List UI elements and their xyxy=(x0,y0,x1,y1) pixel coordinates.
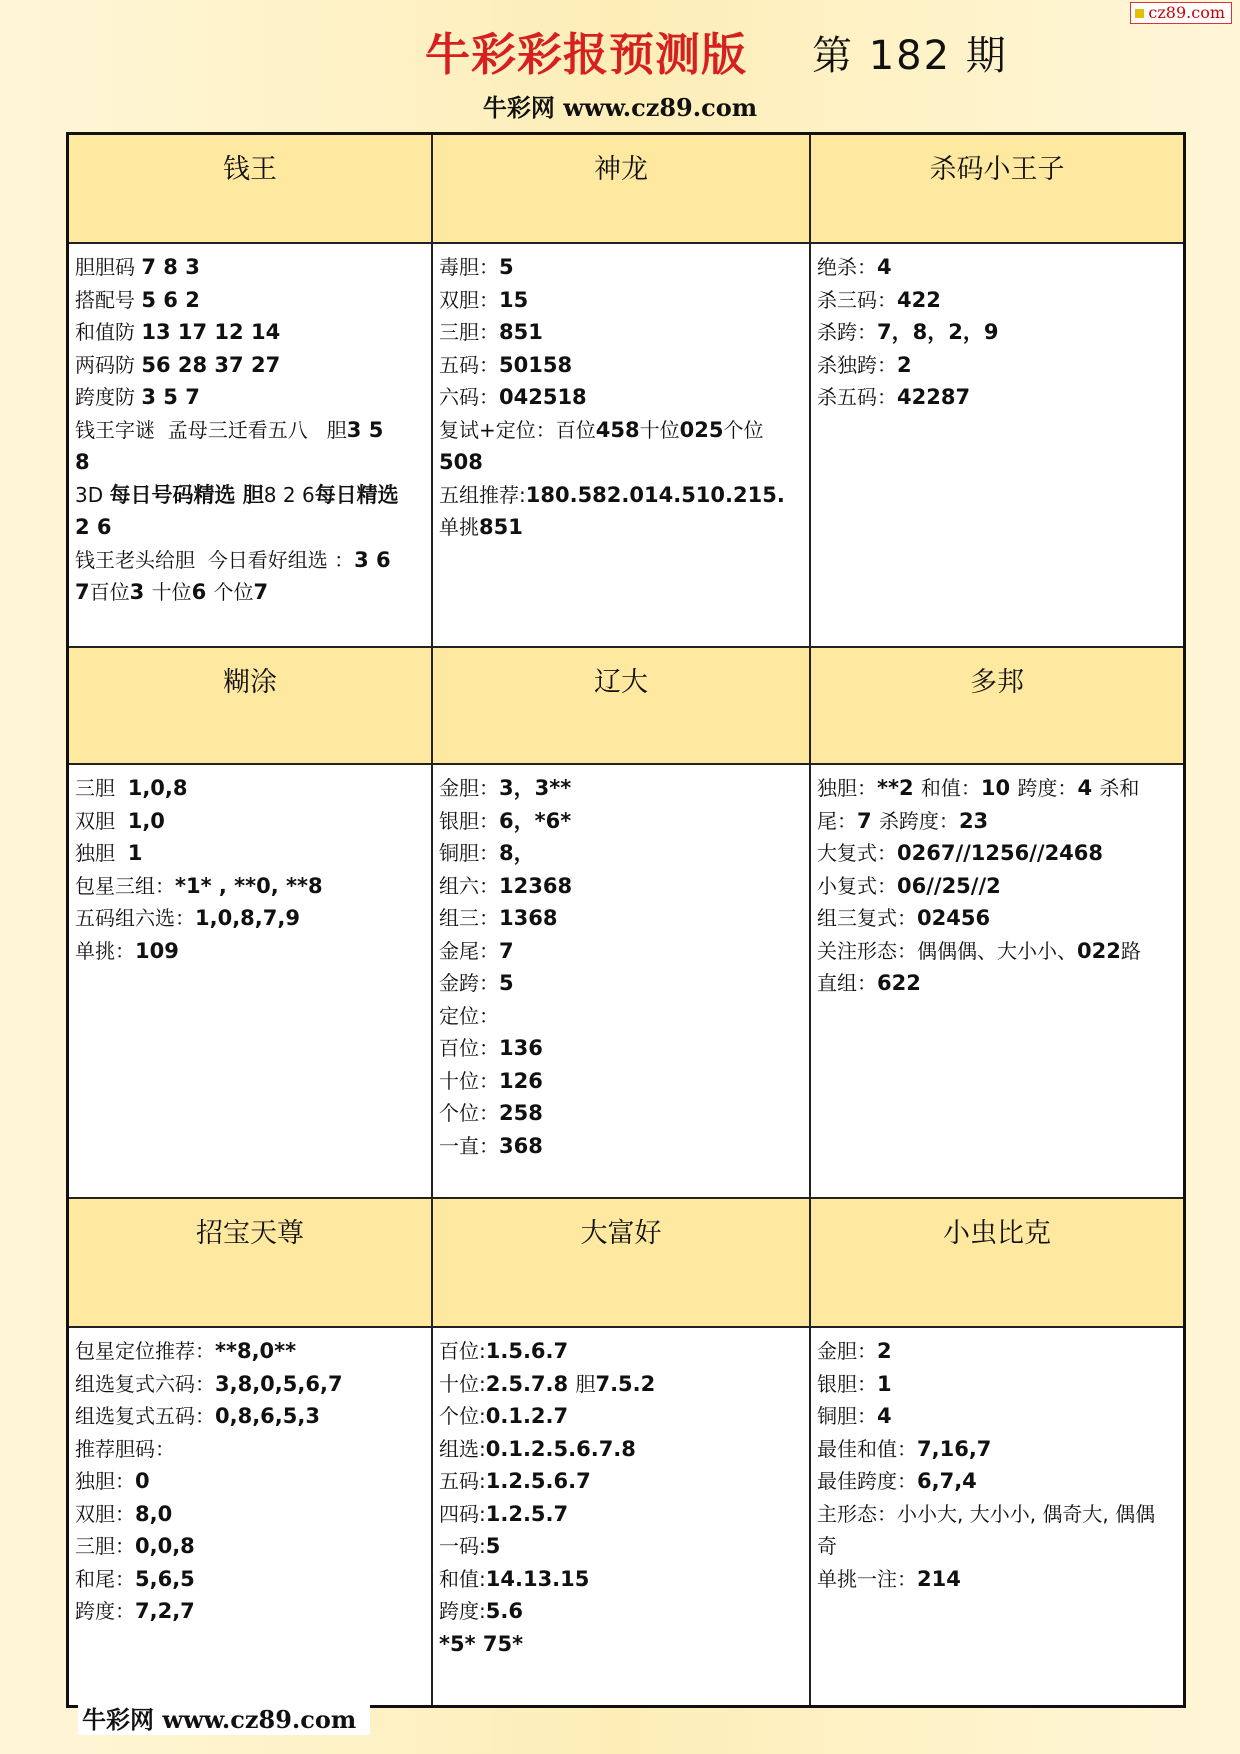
prediction-label: 双胆： xyxy=(439,287,499,312)
title-row xyxy=(0,18,1240,88)
prediction-value: 23 xyxy=(958,808,989,833)
prediction-label: 组三复式： xyxy=(817,906,917,930)
prediction-label: 百位: xyxy=(439,1339,486,1363)
prediction-line xyxy=(75,1335,423,1368)
prediction-value: 6,7,4 xyxy=(917,1469,977,1493)
prediction-label: 三胆： xyxy=(439,320,499,344)
prediction-value: 025 xyxy=(679,417,724,442)
prediction-line xyxy=(439,772,801,805)
prediction-value: 180.582.014.510.215. xyxy=(525,482,785,507)
prediction-label: 十位 xyxy=(151,580,192,604)
prediction-value: 1 xyxy=(127,841,143,865)
prediction-line xyxy=(439,1097,801,1130)
prediction-line xyxy=(439,414,801,447)
prediction-label: 银胆： xyxy=(439,808,499,833)
predictor-content xyxy=(69,244,431,646)
predictor-header xyxy=(433,648,809,763)
prediction-line xyxy=(75,1530,423,1563)
prediction-line xyxy=(439,1433,801,1466)
prediction-line xyxy=(439,1498,801,1531)
prediction-value: 508 xyxy=(439,450,483,474)
prediction-line xyxy=(817,870,1175,903)
prediction-label: 金尾： xyxy=(439,938,499,963)
prediction-value: 1.2.5.6.7 xyxy=(485,1469,591,1493)
prediction-line xyxy=(75,576,423,609)
prediction-value: 14.13.15 xyxy=(485,1566,590,1591)
prediction-label: 单挑 xyxy=(439,515,479,539)
prediction-line xyxy=(75,1368,423,1401)
prediction-value: 42287 xyxy=(897,385,971,409)
prediction-value: 0,8,6,5,3 xyxy=(215,1404,320,1428)
prediction-value: 7.5.2 xyxy=(595,1371,656,1396)
prediction-line xyxy=(439,1465,801,1498)
prediction-label: 尾： xyxy=(817,808,857,833)
prediction-line xyxy=(75,837,423,870)
prediction-label: 百位： xyxy=(439,1036,499,1060)
prediction-line xyxy=(439,381,801,414)
prediction-label: 十位 xyxy=(639,417,680,442)
prediction-line xyxy=(817,935,1175,968)
prediction-line xyxy=(75,479,423,512)
prediction-value: 7，8，2，9 xyxy=(877,320,999,344)
prediction-label: 一码: xyxy=(439,1534,486,1558)
predictor-name: 神龙 xyxy=(594,154,648,185)
prediction-label: 个位: xyxy=(439,1404,486,1428)
prediction-label: 关注形态：偶偶偶、大小小、 xyxy=(817,938,1077,963)
prediction-label: 最佳跨度： xyxy=(817,1469,917,1493)
prediction-label: 跨度： xyxy=(75,1599,135,1623)
prediction-line xyxy=(439,251,801,284)
prediction-value: 2 xyxy=(897,352,912,377)
prediction-label: 杀跨度： xyxy=(878,808,959,833)
prediction-label: 包星三组： xyxy=(75,873,175,898)
prediction-label: 搭配号 xyxy=(75,287,142,312)
predictor-name: 多邦 xyxy=(970,667,1024,698)
prediction-value: 0 xyxy=(135,1469,150,1493)
prediction-line xyxy=(817,1368,1175,1401)
prediction-value: 5,6,5 xyxy=(135,1566,195,1591)
prediction-label: 三胆 xyxy=(75,776,128,800)
prediction-value: 851 xyxy=(479,515,523,539)
prediction-label: 和值： xyxy=(920,776,981,800)
prediction-line xyxy=(817,1335,1175,1368)
prediction-value: *1* , **0, **8 xyxy=(175,873,323,898)
prediction-value: 06//25//2 xyxy=(897,873,1001,898)
prediction-label: 独胆： xyxy=(75,1469,135,1493)
prediction-line xyxy=(817,902,1175,935)
prediction-value: 2 6 xyxy=(75,515,112,539)
prediction-line xyxy=(439,446,801,479)
predictor-header xyxy=(433,1199,809,1326)
prediction-line xyxy=(439,1000,801,1033)
prediction-label: 双胆 xyxy=(75,808,128,833)
prediction-label: 钱王字谜 孟母三迁看五八 胆 xyxy=(75,417,347,442)
prediction-value: **8,0** xyxy=(215,1339,297,1363)
prediction-line xyxy=(817,1433,1175,1466)
prediction-value: 0,0,8 xyxy=(135,1534,195,1558)
predictor-content xyxy=(811,1328,1183,1704)
prediction-line xyxy=(817,381,1175,414)
prediction-label: 8 2 6 xyxy=(263,482,315,507)
prediction-line xyxy=(75,414,423,447)
prediction-line xyxy=(439,1368,801,1401)
prediction-label: 五组推荐: xyxy=(439,482,526,507)
prediction-label: 金胆： xyxy=(817,1339,877,1363)
prediction-label: 五码: xyxy=(439,1469,486,1493)
prediction-line xyxy=(75,1563,423,1596)
badge-square-icon xyxy=(1135,9,1144,18)
prediction-value: 5 xyxy=(499,971,514,995)
prediction-value: 851 xyxy=(499,320,543,344)
prediction-line xyxy=(817,251,1175,284)
prediction-value: 5.6 xyxy=(485,1599,523,1623)
prediction-line xyxy=(439,1563,801,1596)
prediction-line xyxy=(439,1628,801,1661)
prediction-value: 368 xyxy=(499,1133,543,1158)
prediction-label: 绝杀： xyxy=(817,255,877,279)
prediction-line xyxy=(817,284,1175,317)
prediction-line xyxy=(817,349,1175,382)
prediction-value: 6 xyxy=(191,580,214,604)
prediction-label: 主形态：小小大, 大小小, 偶奇大, 偶偶 xyxy=(817,1501,1156,1526)
prediction-value: 7,2,7 xyxy=(135,1599,195,1623)
predictor-header xyxy=(811,648,1183,763)
prediction-line xyxy=(439,511,801,544)
prediction-line xyxy=(439,902,801,935)
prediction-line xyxy=(439,1335,801,1368)
prediction-value: 1,0,8 xyxy=(127,776,188,800)
prediction-value: 6，*6* xyxy=(499,808,572,833)
prediction-label: 百位 xyxy=(89,580,130,604)
prediction-line xyxy=(439,1065,801,1098)
prediction-label: 复试+定位：百位 xyxy=(439,417,596,442)
prediction-label: 毒胆： xyxy=(439,255,499,279)
prediction-label: 3D xyxy=(75,482,110,507)
prediction-value: 0.1.2.5.6.7.8 xyxy=(485,1436,636,1461)
prediction-label: 路 xyxy=(1120,938,1141,963)
predictor-content xyxy=(433,765,809,1197)
prediction-value: 7,16,7 xyxy=(917,1436,992,1461)
prediction-label: 跨度防 xyxy=(75,385,142,409)
predictor-content xyxy=(433,244,809,646)
prediction-value: 458 xyxy=(595,417,640,442)
prediction-label: 推荐胆码： xyxy=(75,1436,175,1461)
predictor-name: 小虫比克 xyxy=(943,1218,1051,1249)
prediction-line xyxy=(439,479,801,512)
prediction-line xyxy=(439,316,801,349)
prediction-label: 胆胆码 xyxy=(75,255,142,279)
prediction-value: 1.2.5.7 xyxy=(485,1501,569,1526)
prediction-label: 一直： xyxy=(439,1133,499,1158)
predictor-name: 辽大 xyxy=(594,667,648,698)
prediction-label: 大复式： xyxy=(817,841,897,865)
prediction-label: 小复式： xyxy=(817,873,897,898)
prediction-label: 跨度： xyxy=(1017,776,1078,800)
prediction-value: 5 xyxy=(485,1534,501,1558)
predictor-header xyxy=(811,1199,1183,1326)
prediction-label: 独胆： xyxy=(817,776,877,800)
prediction-line xyxy=(439,1595,801,1628)
footer-site: 牛彩网 www.cz89.com xyxy=(78,1700,370,1735)
prediction-label: 杀和 xyxy=(1099,776,1140,800)
prediction-label: 杀跨： xyxy=(817,320,877,344)
predictor-content xyxy=(811,765,1183,1197)
prediction-value: 7 xyxy=(253,580,269,604)
prediction-value: *5* 75* xyxy=(439,1631,524,1656)
prediction-line xyxy=(75,316,423,349)
prediction-label: 组选复式五码： xyxy=(75,1404,215,1428)
prediction-label: 双胆： xyxy=(75,1501,135,1526)
predictor-header xyxy=(69,648,431,763)
prediction-label: 最佳和值： xyxy=(817,1436,917,1461)
prediction-line xyxy=(439,837,801,870)
prediction-value: 3 6 xyxy=(354,547,391,572)
predictor-name: 杀码小王子 xyxy=(929,154,1065,185)
prediction-label: 银胆： xyxy=(817,1371,877,1396)
prediction-label: 铜胆： xyxy=(817,1404,877,1428)
prediction-label: 铜胆： xyxy=(439,841,499,865)
prediction-value: 136 xyxy=(499,1036,543,1060)
prediction-line xyxy=(817,805,1175,838)
prediction-line xyxy=(817,316,1175,349)
prediction-value: 每日号码精选 胆 xyxy=(109,482,264,507)
prediction-line xyxy=(817,967,1175,1000)
prediction-line xyxy=(75,1595,423,1628)
prediction-value: 12368 xyxy=(499,873,573,898)
prediction-line xyxy=(75,251,423,284)
prediction-line xyxy=(75,1400,423,1433)
predictor-content xyxy=(69,1328,431,1704)
prediction-line xyxy=(439,805,801,838)
prediction-value: 422 xyxy=(897,287,941,312)
prediction-label: 定位： xyxy=(439,1003,499,1028)
prediction-value: 13 17 12 14 xyxy=(141,320,281,344)
prediction-line xyxy=(75,902,423,935)
prediction-label: 金跨： xyxy=(439,971,499,995)
predictor-header xyxy=(811,135,1183,242)
prediction-line xyxy=(817,1465,1175,1498)
prediction-label: 四码: xyxy=(439,1501,486,1526)
prediction-line xyxy=(817,772,1175,805)
prediction-line xyxy=(817,837,1175,870)
page-title: 牛彩彩报预测版 xyxy=(425,28,748,81)
prediction-line xyxy=(439,1530,801,1563)
prediction-label: 金胆： xyxy=(439,776,499,800)
prediction-value: 7 xyxy=(499,938,514,963)
prediction-value: 1 xyxy=(877,1371,892,1396)
prediction-line xyxy=(75,772,423,805)
prediction-value: 2 xyxy=(877,1339,892,1363)
prediction-line xyxy=(75,1465,423,1498)
prediction-value: 3,8,0,5,6,7 xyxy=(215,1371,343,1396)
prediction-line xyxy=(817,1498,1175,1531)
badge-text: cz89.com xyxy=(1148,3,1225,22)
prediction-value: 1368 xyxy=(499,906,558,930)
prediction-label: 组选复式六码： xyxy=(75,1371,215,1396)
prediction-value: 7 xyxy=(857,808,879,833)
prediction-line xyxy=(439,1400,801,1433)
prediction-line xyxy=(817,1530,1175,1563)
prediction-label: 组六： xyxy=(439,873,499,898)
prediction-value: 622 xyxy=(877,971,921,995)
predictor-name: 大富好 xyxy=(580,1218,662,1249)
prediction-label: 杀独跨： xyxy=(817,352,897,377)
prediction-line xyxy=(75,349,423,382)
prediction-value: 15 xyxy=(499,287,529,312)
prediction-line xyxy=(817,1563,1175,1596)
prediction-value: 3 xyxy=(129,580,152,604)
prediction-label: 三胆： xyxy=(75,1534,135,1558)
prediction-value: 4 xyxy=(877,1404,892,1428)
prediction-line xyxy=(817,1400,1175,1433)
prediction-line xyxy=(439,967,801,1000)
predictor-header xyxy=(69,135,431,242)
prediction-label: 和值: xyxy=(439,1566,486,1591)
prediction-label: 组三： xyxy=(439,906,499,930)
predictor-content xyxy=(811,244,1183,646)
prediction-label: 十位： xyxy=(439,1068,499,1093)
prediction-label: 杀三码： xyxy=(817,287,897,312)
prediction-line xyxy=(439,284,801,317)
prediction-value: 02456 xyxy=(917,906,991,930)
site-line: 牛彩网 www.cz89.com xyxy=(482,93,758,122)
prediction-label: 胆 xyxy=(575,1371,596,1396)
prediction-label: 五码： xyxy=(439,352,499,377)
prediction-label: 单挑一注： xyxy=(817,1566,917,1591)
prediction-value: 8 xyxy=(75,450,90,474)
prediction-value: 5 6 2 xyxy=(141,287,200,312)
prediction-value: 4 xyxy=(1077,776,1100,800)
prediction-label: 六码： xyxy=(439,385,499,409)
prediction-value: 109 xyxy=(135,938,179,963)
prediction-label: 和尾： xyxy=(75,1566,135,1591)
prediction-label: 杀五码： xyxy=(817,385,897,409)
prediction-line xyxy=(75,1433,423,1466)
prediction-value: 3 5 7 xyxy=(141,385,200,409)
prediction-line xyxy=(439,1032,801,1065)
prediction-line xyxy=(75,544,423,577)
prediction-value: 126 xyxy=(499,1068,543,1093)
prediction-line xyxy=(75,935,423,968)
prediction-label: 十位: xyxy=(439,1371,486,1396)
prediction-value: 8， xyxy=(499,841,535,865)
prediction-line xyxy=(75,381,423,414)
prediction-value: 8,0 xyxy=(135,1501,173,1526)
prediction-label: 个位 xyxy=(213,580,254,604)
prediction-line xyxy=(75,284,423,317)
prediction-label: 奇 xyxy=(817,1534,837,1558)
prediction-label: 直组： xyxy=(817,971,877,995)
prediction-value: 214 xyxy=(917,1566,961,1591)
prediction-value: 10 xyxy=(980,776,1018,800)
prediction-value: 022 xyxy=(1077,938,1121,963)
predictor-content xyxy=(433,1328,809,1704)
prediction-value: 3，3** xyxy=(499,776,572,800)
prediction-value: 7 xyxy=(75,580,90,604)
prediction-label: 独胆 xyxy=(75,841,128,865)
predictor-header xyxy=(433,135,809,242)
prediction-value: 50158 xyxy=(499,352,573,377)
prediction-label: 跨度: xyxy=(439,1599,486,1623)
prediction-line xyxy=(75,870,423,903)
prediction-line xyxy=(75,1498,423,1531)
prediction-label: 五码组六选： xyxy=(75,906,195,930)
prediction-line xyxy=(439,870,801,903)
prediction-line xyxy=(439,1130,801,1163)
prediction-value: 每日精选 xyxy=(314,482,399,507)
predictor-content xyxy=(69,765,431,1197)
prediction-label: 单挑： xyxy=(75,938,135,963)
prediction-label: 和值防 xyxy=(75,320,142,344)
prediction-grid xyxy=(66,132,1186,1708)
prediction-value: 2.5.7.8 xyxy=(485,1371,576,1396)
prediction-value: 0.1.2.7 xyxy=(485,1404,569,1428)
prediction-value: 5 xyxy=(499,255,514,279)
prediction-label: 钱王老头给胆 今日看好组选 ： xyxy=(75,547,355,572)
prediction-value: 258 xyxy=(499,1101,543,1125)
issue-number: 第 182 期 xyxy=(812,33,1008,79)
prediction-value: 7 8 3 xyxy=(141,255,200,279)
predictor-name: 钱王 xyxy=(223,154,277,185)
prediction-line xyxy=(75,446,423,479)
prediction-value: 042518 xyxy=(499,385,587,409)
prediction-value: **2 xyxy=(877,776,921,800)
prediction-line xyxy=(439,349,801,382)
prediction-label: 组选: xyxy=(439,1436,486,1461)
prediction-value: 4 xyxy=(877,255,892,279)
prediction-line xyxy=(75,511,423,544)
prediction-label: 包星定位推荐： xyxy=(75,1339,215,1363)
prediction-label: 两码防 xyxy=(75,352,142,377)
prediction-value: 56 28 37 27 xyxy=(141,352,281,377)
predictor-name: 糊涂 xyxy=(223,667,277,698)
prediction-value: 1,0 xyxy=(127,808,165,833)
prediction-label: 个位 xyxy=(723,417,764,442)
prediction-line xyxy=(439,935,801,968)
predictor-header xyxy=(69,1199,431,1326)
prediction-value: 1,0,8,7,9 xyxy=(195,906,300,930)
prediction-label: 个位： xyxy=(439,1101,499,1125)
prediction-value: 3 5 xyxy=(346,417,384,442)
predictor-name: 招宝天尊 xyxy=(196,1218,304,1249)
prediction-value: 1.5.6.7 xyxy=(485,1339,569,1363)
prediction-line xyxy=(75,805,423,838)
prediction-value: 0267//1256//2468 xyxy=(897,841,1104,865)
